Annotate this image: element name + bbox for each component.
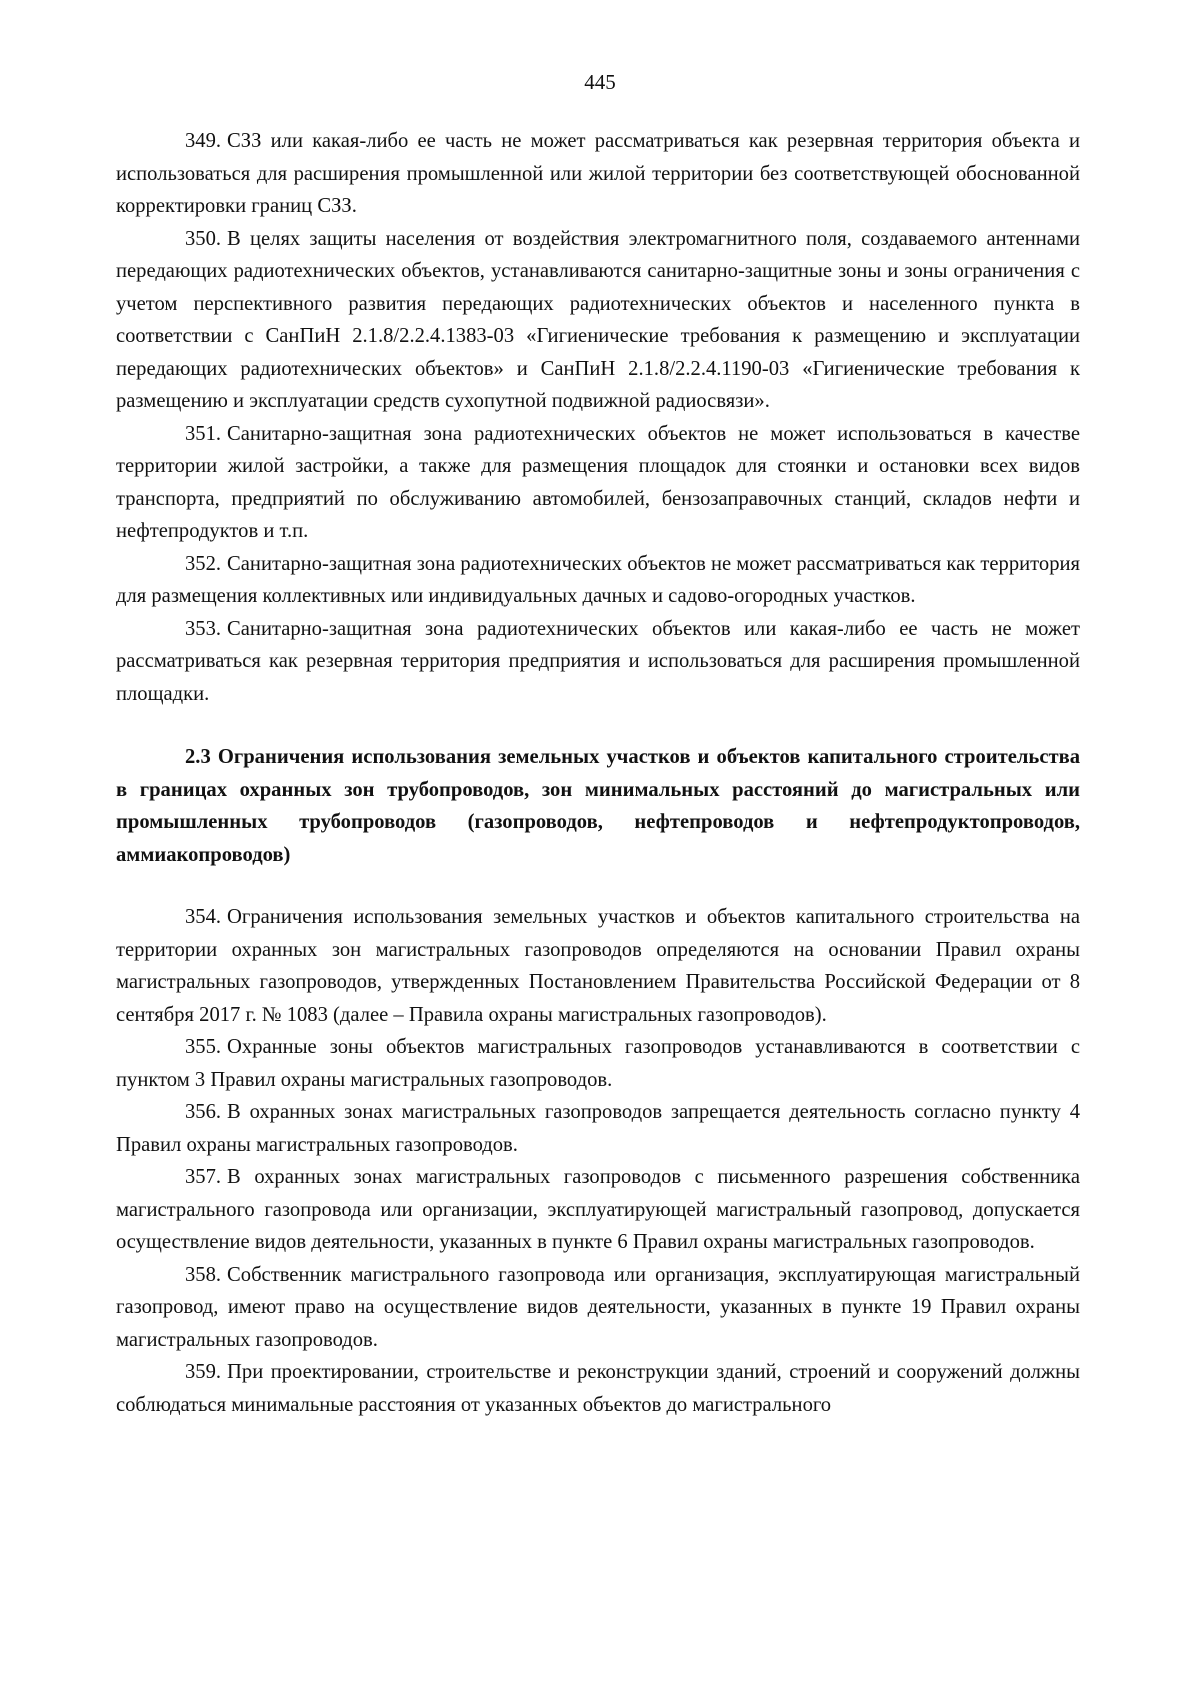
paragraph-text: Ограничения использования земельных участков и объектов капитального строительства на территории охранных зон магистральных газопроводов определяются на основании Правил охраны магистральных газопроводов, утвержденных Постановлением Правительства Российской Федерации от 8 сентября 2017 г. № 1083 (далее – Правила охраны магистральных газопроводов). bbox=[116, 906, 1080, 1026]
section-heading: 2.3 Ограничения использования земельных участков и объектов капитального строительства в границах охранных зон трубопроводов, зон минимальных расстояний до магистральных или промышленных трубопроводов (газопроводов, нефтепроводов и нефтепродуктопроводов, аммиакопроводов) bbox=[116, 746, 1080, 866]
paragraph-text: Санитарно-защитная зона радиотехнических объектов или какая-либо ее часть не может рассматриваться как резервная территория предприятия и использоваться для расширения промышленной площадки. bbox=[116, 617, 1080, 705]
paragraph-350 bbox=[116, 223, 1080, 418]
paragraph-number: 349. bbox=[185, 130, 222, 152]
paragraph-359 bbox=[116, 1356, 1080, 1421]
paragraph-number: 353. bbox=[185, 617, 222, 640]
paragraph-text: В целях защиты населения от воздействия электромагнитного поля, создаваемого антеннами передающих радиотехнических объектов, устанавливаются санитарно-защитные зоны и зоны ограничения с учетом перспективного развития передающих радиотехнических объектов и населенного пункта в соответствии с СанПиН 2.1.8/2.2.4.1383-03 «Гигиенические требования к размещению и эксплуатации передающих радиотехнических объектов» и СанПиН 2.1.8/2.2.4.1190-03 «Гигиенические требования к размещению и эксплуатации средств сухопутной подвижной радиосвязи». bbox=[116, 227, 1080, 412]
paragraph-349 bbox=[116, 125, 1080, 223]
paragraph-358 bbox=[116, 1259, 1080, 1357]
page-content bbox=[116, 125, 1080, 1421]
page-number: 445 bbox=[584, 70, 616, 94]
paragraph-number: 356. bbox=[185, 1101, 222, 1123]
paragraph-text: Санитарно-защитная зона радиотехнических объектов не может использоваться в качестве территории жилой застройки, а также для размещения площадок для стоянки и остановки всех видов транспорта, предприятий по обслуживанию автомобилей, бензозаправочных станций, складов нефти и нефтепродуктов и т.п. bbox=[116, 422, 1080, 542]
paragraph-356 bbox=[116, 1096, 1080, 1161]
paragraph-text: Санитарно-защитная зона радиотехнических объектов не может рассматриваться как территория для размещения коллективных или индивидуальных дачных и садово-огородных участков. bbox=[116, 552, 1080, 607]
paragraph-351 bbox=[116, 418, 1080, 548]
paragraph-353 bbox=[116, 613, 1080, 711]
paragraph-text: В охранных зонах магистральных газопроводов с письменного разрешения собственника магистрального газопровода или организации, эксплуатирующей магистральный газопровод, допускается осуществление видов деятельности, указанных в пункте 6 Правил охраны магистральных газопроводов. bbox=[116, 1166, 1080, 1253]
paragraph-text: Охранные зоны объектов магистральных газопроводов устанавливаются в соответствии с пунктом 3 Правил охраны магистральных газопроводов. bbox=[116, 1036, 1080, 1091]
paragraph-number: 350. bbox=[185, 227, 222, 250]
paragraph-text: СЗЗ или какая-либо ее часть не может рассматриваться как резервная территория объекта и использоваться для расширения промышленной или жилой территории без соответствующей обоснованной корректировки границ СЗЗ. bbox=[116, 130, 1080, 217]
paragraph-352 bbox=[116, 548, 1080, 613]
paragraph-number: 354. bbox=[185, 906, 222, 928]
paragraph-text: При проектировании, строительстве и реконструкции зданий, строений и сооружений должны соблюдаться минимальные расстояния от указанных объектов до магистрального bbox=[116, 1361, 1080, 1416]
paragraph-text: Собственник магистрального газопровода или организация, эксплуатирующая магистральный газопровод, имеют право на осуществление видов деятельности, указанных в пункте 19 Правил охраны магистральных газопроводов. bbox=[116, 1263, 1080, 1351]
paragraph-number: 357. bbox=[185, 1166, 222, 1188]
paragraph-354 bbox=[116, 901, 1080, 1031]
paragraph-number: 358. bbox=[185, 1263, 222, 1286]
paragraph-text: В охранных зонах магистральных газопроводов запрещается деятельность согласно пункту 4 Правил охраны магистральных газопроводов. bbox=[116, 1101, 1080, 1156]
paragraph-number: 352. bbox=[185, 552, 222, 575]
paragraph-number: 351. bbox=[185, 422, 222, 445]
paragraph-number: 359. bbox=[185, 1361, 222, 1383]
paragraph-357 bbox=[116, 1161, 1080, 1259]
paragraph-355 bbox=[116, 1031, 1080, 1096]
paragraph-number: 355. bbox=[185, 1036, 222, 1058]
